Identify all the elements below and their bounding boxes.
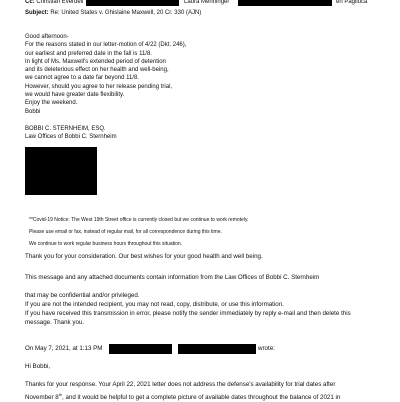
reply-line: Enjoy the weekend. [25,100,78,107]
closing-thanks: Thank you for your consideration. Our best wishes for your good health and well being. [25,253,263,260]
redaction-block [178,344,256,354]
quoted-body-line [25,391,340,402]
confidentiality-line: This message and any attached documents contain information from the Law Offices of Bobbi C. Sternheim [25,274,320,281]
quoted-wrote: wrote: [258,345,275,352]
signature-block [25,125,117,142]
subject-line [25,9,201,17]
cc-recipient-3: en Pagliuca [336,0,368,5]
confidentiality-line: message. Thank you. [25,319,85,326]
redaction-block [86,0,179,6]
ordinal-suffix: th [58,392,63,397]
subject-label: Subject: [25,10,49,16]
redaction-block [238,0,332,6]
reply-line: For the reasons stated in our letter-motion of 4/22 (Dkt. 246), [25,42,187,49]
quoted-body-continuation: , and it would be helpful to get a complete picture of available dates throughout the balance of 2021 in [62,394,341,402]
reply-line: However, should you agree to her release pending trial, [25,83,173,90]
reply-line: our earliest and preferred date in the fall is 11/8. [25,50,152,57]
reply-line: and its deleterious effect on her health and well-being, [25,67,169,74]
confidentiality-line: If you are not the intended recipient, you may not read, copy, distribute, or use this information. [25,301,284,308]
quoted-body-line: Thanks for your response. Your April 22, 2021 letter does not address the defense's availability for trial dates after [25,381,336,388]
reply-line: Bobbi [25,108,41,115]
covid-notice-line: **Covid-19 Notice: The West 19th Street office is currently closed but we continue to work remotely. [29,217,249,223]
reply-body [25,33,186,116]
cc-recipient: Christian Everdell [36,0,84,5]
quoted-header: On May 7, 2021, at 1:13 PM [25,345,103,352]
covid-notice-line: We continue to work regular business hours throughout this situation. [29,241,183,247]
cc-recipient-2: Laura Menninger [184,0,230,5]
quoted-greeting: Hi Bobbi, [25,363,51,370]
redaction-block [109,344,172,354]
reply-line: we cannot agree to a date far beyond 11/8. [25,75,139,82]
covid-notice-line: Please use email or fax, instead of regular mail, for all correspondence during this time. [29,229,222,235]
reply-line: we would have greater date flexibility. [25,92,125,99]
confidentiality-line: If you have received this transmission in error, please notify the sender immediately by reply e-mail and then delete this [25,310,351,317]
quoted-date-text: November 8 [25,394,59,402]
subject-text: Re: United States v. Ghislaine Maxwell, 20 Cr. 330 (AJN) [50,10,202,16]
reply-line: In light of Ms. Maxwell's extended period of detention [25,58,166,65]
confidentiality-line: that may be confidential and/or privileged. [25,292,140,299]
signature-name: BOBBI C. STERNHEIM, ESQ. [25,126,106,132]
redaction-block [25,147,97,195]
signature-firm: Law Offices of Bobbi C. Sternheim [25,134,117,141]
reply-line: Good afternoon- [25,34,69,40]
cc-line [25,0,83,6]
cc-label: Cc: [25,0,35,5]
